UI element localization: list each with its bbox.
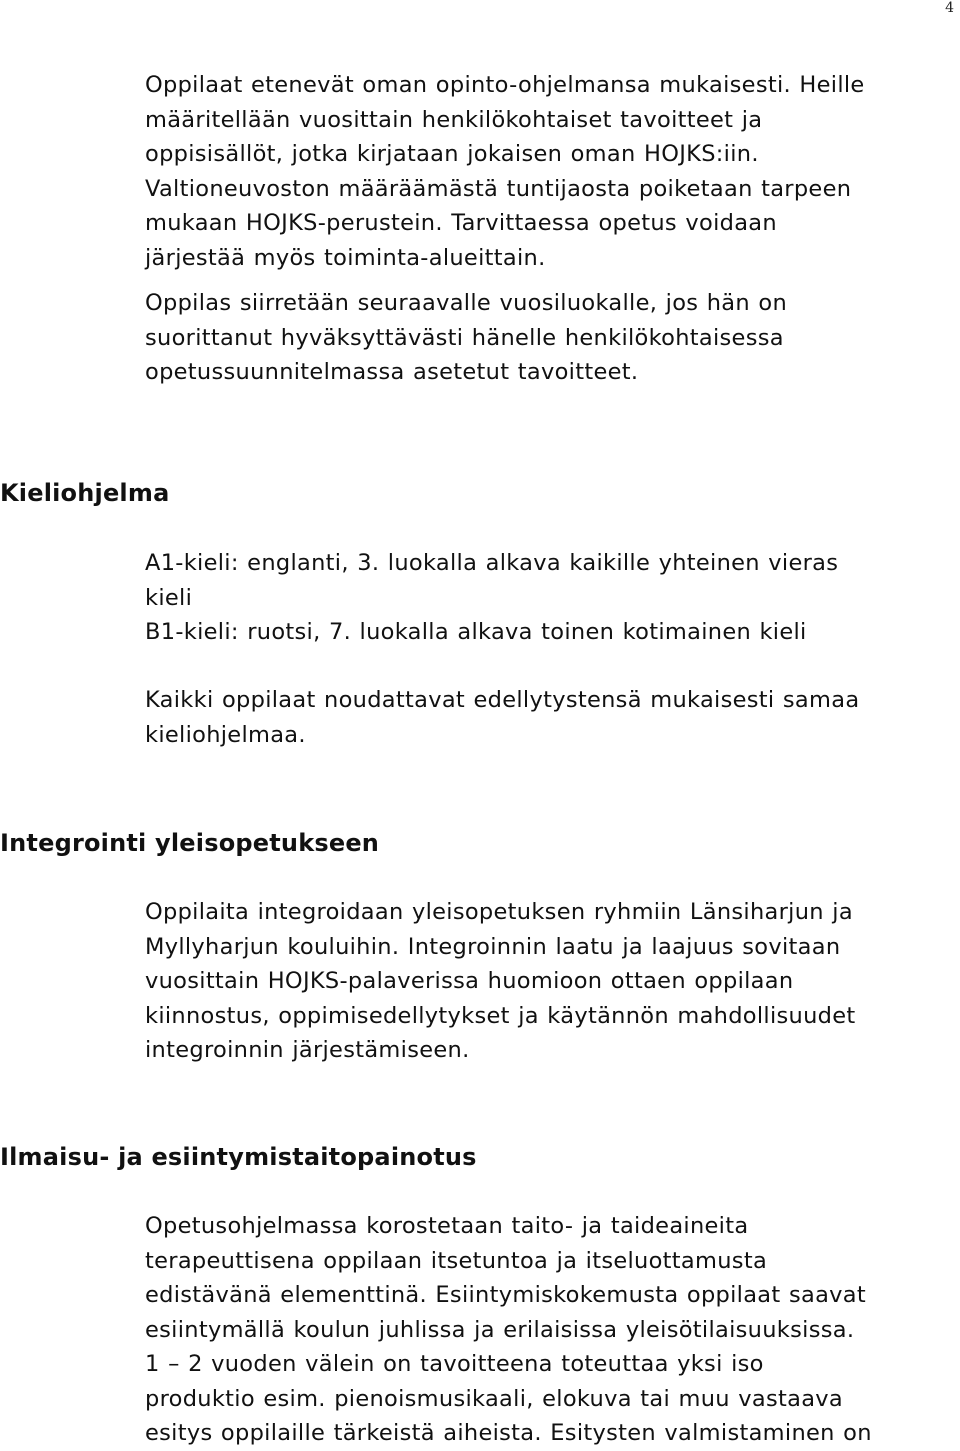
text-line: Kaikki oppilaat noudattavat edellytystensä mukaisesti samaa — [145, 687, 860, 713]
text-line: edistävänä elementtinä. Esiintymiskokemusta oppilaat saavat — [145, 1282, 866, 1308]
kieliohjelma-heading: Kieliohjelma — [0, 479, 170, 507]
text-line: terapeuttisena oppilaan itsetuntoa ja itseluottamusta — [145, 1247, 768, 1274]
text-line: kieliohjelmaa. — [145, 721, 306, 748]
text-line: Opetusohjelmassa korostetaan taito- ja taideaineita — [145, 1213, 749, 1239]
languages-paragraph — [145, 546, 945, 650]
text-line: oppisisällöt, jotka kirjataan jokaisen oman HOJKS:iin. — [145, 141, 759, 167]
text-line: 1 – 2 vuoden välein on tavoitteena toteuttaa yksi iso — [145, 1351, 764, 1377]
text-line: Myllyharjun kouluihin. Integroinnin laatu ja laajuus sovitaan — [145, 933, 841, 960]
text-line: integroinnin järjestämiseen. — [145, 1037, 470, 1063]
text-line: esitys oppilaille tärkeistä aiheista. Esitysten valmistaminen on — [145, 1420, 872, 1446]
ilmaisu-heading: Ilmaisu- ja esiintymistaitopainotus — [0, 1143, 477, 1171]
integrointi-paragraph — [145, 895, 945, 1068]
promotion-paragraph — [145, 286, 945, 390]
text-line: Valtioneuvoston määräämästä tuntijaosta poiketaan tarpeen — [145, 175, 852, 202]
text-line: Oppilaita integroidaan yleisopetuksen ryhmiin Länsiharjun ja — [145, 899, 853, 925]
ilmaisu-paragraph — [145, 1209, 945, 1451]
text-line: esiintymällä koulun juhlissa ja erilaisissa yleisötilaisuuksissa. — [145, 1316, 855, 1343]
text-line: suorittanut hyväksyttävästi hänelle henkilökohtaisessa — [145, 324, 784, 351]
text-line: Oppilaat etenevät oman opinto-ohjelmansa mukaisesti. Heille — [145, 72, 865, 98]
text-line: Oppilas siirretään seuraavalle vuosiluokalle, jos hän on — [145, 290, 788, 316]
text-line: produktio esim. pienoismusikaali, elokuva tai muu vastaava — [145, 1385, 843, 1412]
text-line: kiinnostus, oppimisedellytykset ja käytännön mahdollisuudet — [145, 1002, 856, 1029]
page-number: 4 — [945, 0, 954, 16]
text-line: A1-kieli: englanti, 3. luokalla alkava kaikille yhteinen vieras — [145, 550, 839, 576]
text-line: järjestää myös toiminta-alueittain. — [145, 244, 546, 271]
text-line: opetussuunnitelmassa asetetut tavoitteet. — [145, 359, 639, 385]
all-pupils-paragraph — [145, 683, 945, 752]
text-line: määritellään vuosittain henkilökohtaiset tavoitteet ja — [145, 106, 763, 133]
text-line: mukaan HOJKS-perustein. Tarvittaessa opetus voidaan — [145, 210, 777, 236]
integrointi-heading: Integrointi yleisopetukseen — [0, 829, 380, 857]
intro-paragraph — [145, 68, 945, 275]
text-line: vuosittain HOJKS-palaverissa huomioon ottaen oppilaan — [145, 968, 794, 994]
text-line: kieli — [145, 584, 193, 611]
text-line: B1-kieli: ruotsi, 7. luokalla alkava toinen kotimainen kieli — [145, 619, 807, 645]
